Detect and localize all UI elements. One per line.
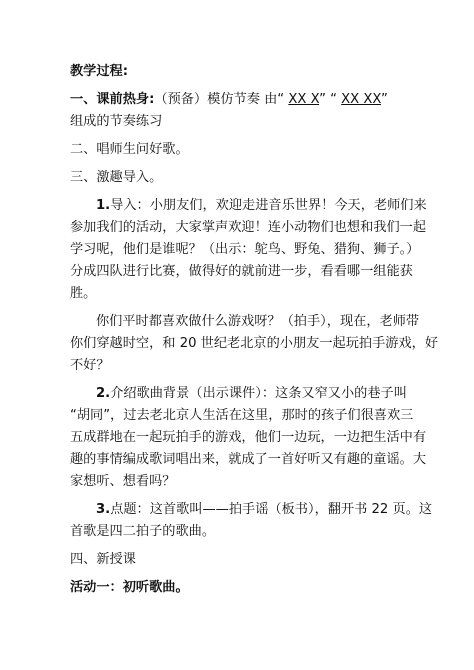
para-background-line-2: “胡同”，过去老北京人生活在这里，那时的孩子们很喜欢三 [70,408,414,423]
para-background-line-4: 趣的事情编成歌词唱出来，就成了一首好听又有趣的童谣。大 [70,452,427,467]
para-number: 3. [96,502,111,517]
para-intro-line-5: 胜。 [70,286,97,301]
warmup-label: 一、课前热身: [70,92,155,107]
para-topic-line-2: 首歌是四二拍子的歌曲。 [70,524,216,539]
warmup-text-a: （预备）模仿节奏 由“ [154,92,289,107]
rhythm-pattern-2: XX XX [341,92,381,107]
para-background-line-1 [96,386,407,402]
para-intro-line-2: 参加我们的活动，大家掌声欢迎！连小动物们也想和我们一起 [70,220,427,235]
para-text: 介绍歌曲背景（出示课件）：这条又窄又小的巷子叫 [110,386,407,401]
warmup-line [70,92,388,108]
rhythm-pattern-1: XX X [288,92,320,107]
para-number: 2. [96,386,111,401]
section-3: 三、激趣导入。 [70,170,163,185]
para-intro-line-4: 分成四队进行比赛，做得好的就前进一步，看看哪一组能获 [70,264,413,279]
para-game-line-1: 你们平时都喜欢做什么游戏呀？（拍手），现在，老师带 [96,314,420,329]
para-intro-line-3: 学习呢，他们是谁呢？（出示：鸵鸟、野兔、猎狗、狮子。） [70,242,420,257]
para-text: 点题：这首歌叫——拍手谣（板书），翻开书 22 页。这 [110,502,433,517]
para-number: 1. [96,198,111,213]
warmup-line-2: 组成的节奏练习 [70,114,163,129]
activity-heading: 活动一：初听歌曲。 [70,580,189,595]
para-text: 导入：小朋友们，欢迎走进音乐世界！今天，老师们来 [110,198,427,213]
warmup-text-b: ” “ [319,92,342,107]
section-4: 四、新授课 [70,552,136,567]
para-topic-line-1 [96,502,432,518]
para-game-line-2: 你们穿越时空，和 20 世纪老北京的小朋友一起玩拍手游戏，好 [70,336,439,351]
para-background-line-3: 五成群地在一起玩拍手的游戏，他们一边玩，一边把生活中有 [70,430,427,445]
warmup-text-c: ” [380,92,388,107]
section-heading: 教学过程: [70,64,129,79]
para-intro-line-1 [96,198,427,214]
section-2: 二、唱师生问好歌。 [70,142,189,157]
para-background-line-5: 家想听、想看吗？ [70,474,176,489]
para-game-line-3: 不好？ [70,358,110,373]
